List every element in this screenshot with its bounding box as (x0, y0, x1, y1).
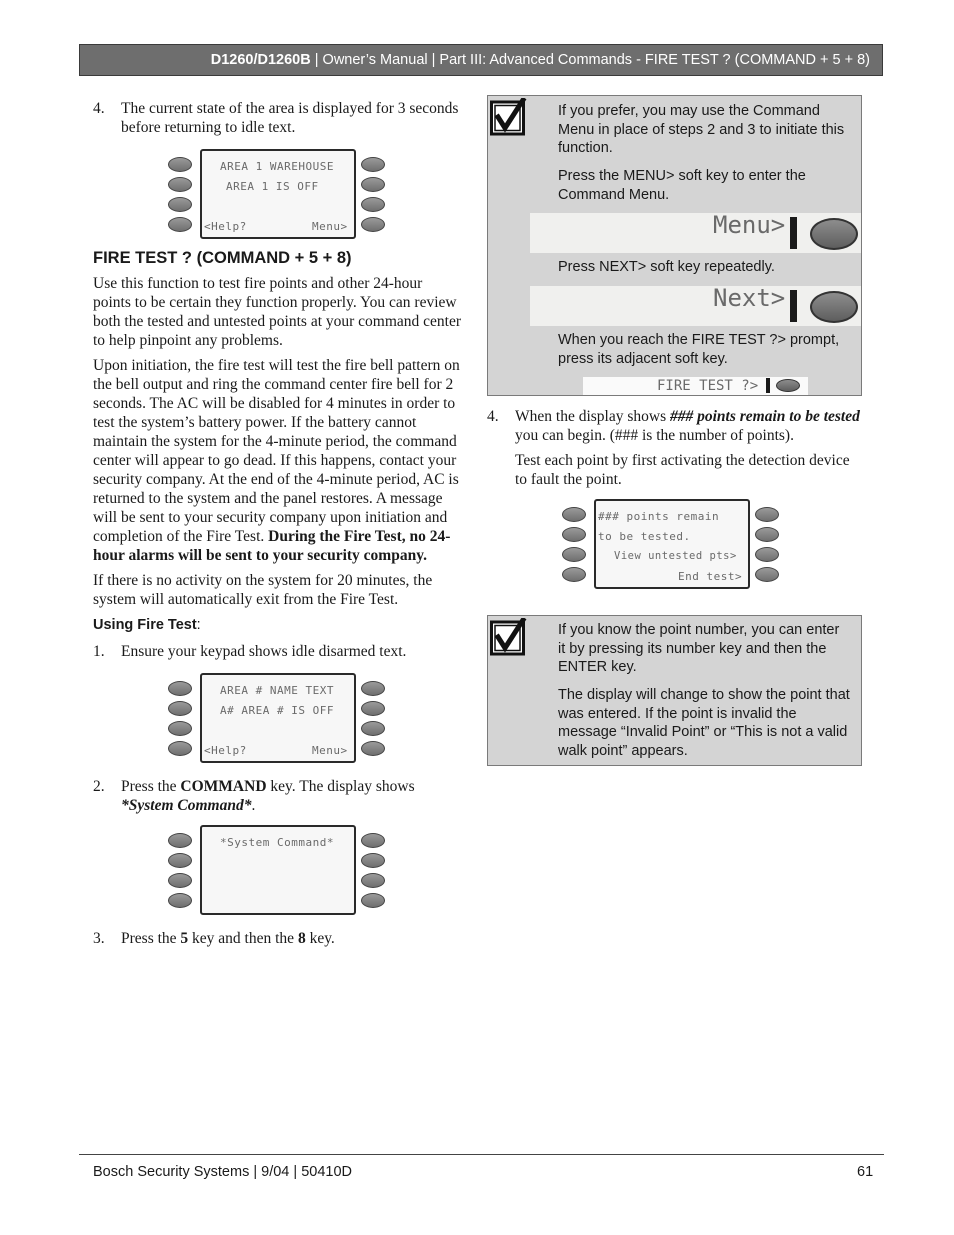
note-text: When you reach the FIRE TEST ?> prompt, press its adjacent soft key. (558, 332, 840, 367)
step-4-begin-testing (487, 407, 863, 489)
step-number: 3. (93, 930, 105, 947)
display-message: ### points remain to be tested (669, 408, 860, 425)
keypad-display (200, 149, 356, 239)
note-text: If you know the point number, you can enter it by pressing its number key and then the ENTER key. (558, 622, 840, 675)
keypad-button (755, 507, 779, 522)
step-text: key. The display shows (266, 778, 415, 795)
keypad-button (361, 853, 385, 868)
keypad-button (755, 527, 779, 542)
footer-publisher: Bosch Security Systems | 9/04 | 50410D (93, 1164, 352, 1180)
keypad-button (361, 721, 385, 736)
paragraph-intro: Use this function to test fire points and other 24-hour points to be certain they function properly. You can review both the tested and untested points at your command center to help pinpoint any problems. (93, 275, 462, 349)
keypad-button (361, 681, 385, 696)
display-cursor (790, 217, 797, 249)
key-name: 8 (297, 930, 306, 947)
note-text: Press the MENU> soft key to enter the Command Menu. (558, 168, 806, 203)
next-soft-key (810, 291, 858, 323)
footer-divider (79, 1154, 884, 1155)
paragraph-warning: During the Fire Test, no 24-hour alarms will be sent to your security company. (93, 528, 451, 564)
paragraph-timeout: If there is no activity on the system for 20 minutes, the system will automatically exit from the Fire Test. (93, 572, 433, 608)
step-3-keys (93, 929, 463, 948)
keypad-button (361, 833, 385, 848)
keypad-button (755, 547, 779, 562)
step-number: 1. (93, 643, 105, 660)
keypad-button (562, 507, 586, 522)
key-name: 5 (180, 930, 189, 947)
display-cursor (766, 378, 770, 393)
subheading-colon: : (196, 617, 201, 633)
step-text: . (251, 797, 256, 814)
display-menu-prompt: Menu> (312, 220, 348, 233)
step-text: Press the (121, 778, 181, 795)
note-text: If you prefer, you may use the Command Menu in place of steps 2 and 3 to initiate this function. (558, 103, 845, 156)
keypad-button (361, 217, 385, 232)
keypad-button (755, 567, 779, 582)
keypad-button (168, 177, 192, 192)
display-line-1: *System Command* (220, 836, 334, 849)
display-help-prompt: <Help? (204, 220, 247, 233)
step-text: key. (305, 930, 335, 947)
keypad-button (562, 547, 586, 562)
keypad-display (200, 825, 356, 915)
step-text: The current state of the area is displayed for 3 seconds before returning to idle text. (121, 100, 459, 136)
header-title: | Owner’s Manual | Part III: Advanced Commands - FIRE TEST ? (COMMAND + 5 + 8) (310, 52, 870, 68)
keypad-button (168, 217, 192, 232)
header-model: D1260/D1260B (210, 52, 311, 68)
display-line-1: AREA # NAME TEXT (220, 684, 334, 697)
keypad-display (594, 499, 750, 589)
step-text: you can begin. (### is the number of points). (515, 427, 794, 444)
keypad-button (168, 681, 192, 696)
display-cursor (790, 290, 797, 322)
step-text: key and then the (188, 930, 298, 947)
display-next-text: Next> (713, 286, 786, 312)
keypad-display (200, 673, 356, 763)
keypad-button (562, 567, 586, 582)
keypad-button (168, 197, 192, 212)
paragraph-initiation (93, 356, 463, 565)
note-box-point-number (487, 615, 862, 766)
step-text: When the display shows (515, 408, 670, 425)
keypad-button (168, 833, 192, 848)
step-text: Test each point by first activating the detection device to fault the point. (515, 452, 850, 488)
keypad-button (168, 741, 192, 756)
keypad-button (361, 177, 385, 192)
page-number: 61 (857, 1164, 874, 1180)
left-column (93, 99, 463, 948)
keypad-illustration-system-command (168, 825, 388, 917)
step-text: Ensure your keypad shows idle disarmed text. (121, 643, 407, 660)
keypad-button (168, 157, 192, 172)
keypad-illustration-points-remain (562, 499, 782, 591)
step-number: 2. (93, 778, 105, 795)
section-heading: FIRE TEST ? (COMMAND + 5 + 8) (93, 249, 352, 267)
keypad-button (562, 527, 586, 542)
display-help-prompt: <Help? (204, 744, 247, 757)
note-box-command-menu (487, 95, 862, 396)
checkmark-icon (490, 618, 528, 656)
display-fire-test-text: FIRE TEST ?> (657, 378, 759, 394)
fire-test-softkey-illustration (583, 377, 808, 395)
display-line-2: to be tested. (598, 530, 691, 543)
keypad-button (361, 873, 385, 888)
display-message: *System Command* (121, 797, 252, 814)
keypad-button (361, 157, 385, 172)
right-column (487, 407, 863, 591)
checkmark-icon (490, 98, 528, 136)
display-line-2: A# AREA # IS OFF (220, 704, 334, 717)
note-text: Press NEXT> soft key repeatedly. (558, 259, 775, 275)
keypad-illustration-area-status (168, 149, 388, 241)
keypad-button (361, 197, 385, 212)
display-menu-text: Menu> (713, 213, 786, 239)
display-menu-prompt: Menu> (312, 744, 348, 757)
keypad-button (168, 873, 192, 888)
menu-softkey-illustration (530, 213, 861, 253)
keypad-button (168, 893, 192, 908)
keypad-button (361, 701, 385, 716)
keypad-button (361, 893, 385, 908)
page-header (79, 44, 883, 76)
keypad-button (168, 721, 192, 736)
step-2-command (93, 777, 463, 815)
step-number: 4. (487, 408, 499, 425)
subheading-text: Using Fire Test (93, 617, 197, 633)
display-line-3: View untested pts> (614, 550, 737, 562)
keypad-button (168, 853, 192, 868)
next-softkey-illustration (530, 286, 861, 326)
paragraph-text: Upon initiation, the fire test will test the fire bell pattern on the bell output and ring the command center fire bell for 2 seconds. The AC will be disabled for 4 minutes in order to test the system’s battery power. If the battery cannot maintain the system for the 4-minute period, the command center will appear to go dead. If this happens, contact your security company. At the end of the 4-minute period, AC is returned to the system and the panel restores. A message will be sent to your security company upon initiation and completion of the Fire Test. (93, 357, 460, 545)
display-line-2: AREA 1 IS OFF (226, 180, 319, 193)
subheading-using-fire-test (93, 616, 463, 635)
note-text: The display will change to show the point that was entered. If the point is invalid the message “Invalid Point” or “This is not a valid walk point” appears. (558, 687, 850, 759)
keypad-illustration-idle (168, 673, 388, 765)
keypad-button (361, 741, 385, 756)
keypad-button (168, 701, 192, 716)
key-name: COMMAND (180, 778, 267, 795)
display-line-4: End test> (678, 570, 743, 583)
step-number: 4. (93, 100, 105, 117)
step-1-idle (93, 642, 463, 661)
display-line-1: ### points remain (598, 510, 720, 523)
display-line-1: AREA 1 WAREHOUSE (220, 160, 334, 173)
step-text: Press the (121, 930, 181, 947)
step-4-current-state (93, 99, 463, 137)
menu-soft-key (810, 218, 858, 250)
fire-test-soft-key (776, 379, 800, 392)
